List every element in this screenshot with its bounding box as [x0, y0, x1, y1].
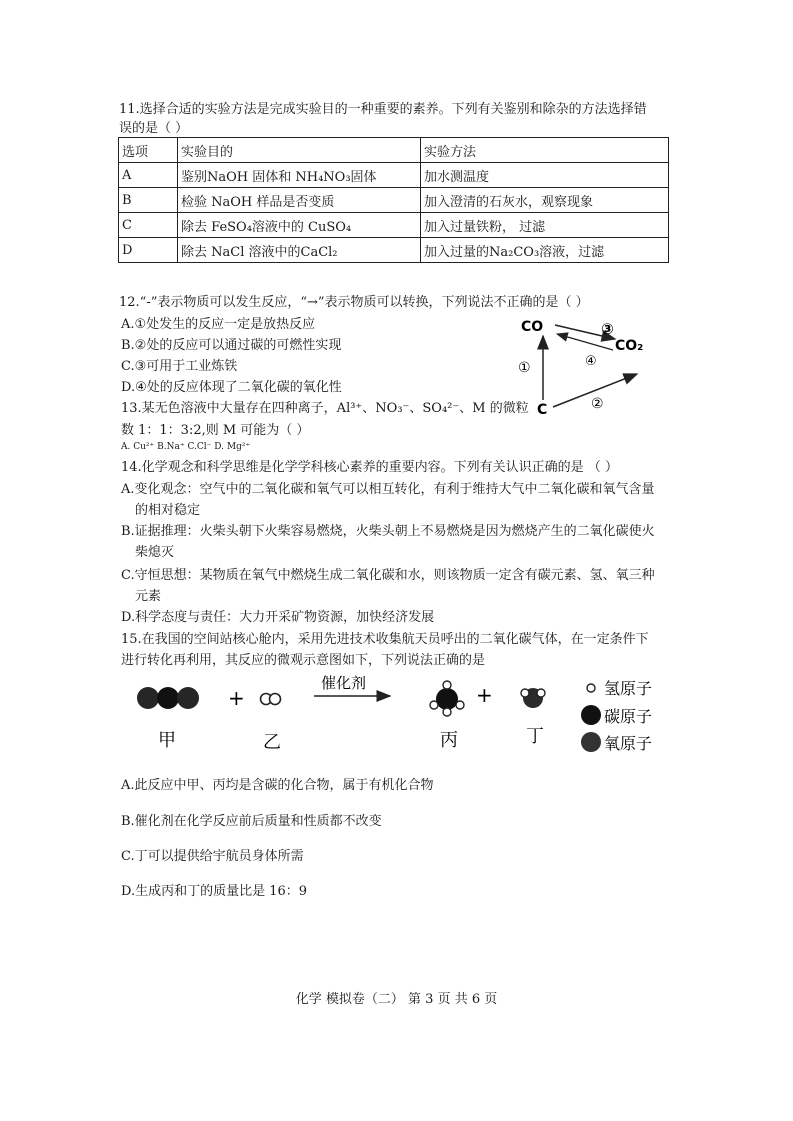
q14-option-c-line2: 元素	[135, 589, 162, 604]
number-3-label: ③	[601, 320, 614, 338]
q15-option-d: D.生成丙和丁的质量比是 16：9	[121, 884, 308, 899]
table-cell: A	[119, 163, 178, 188]
table-cell: 加水测温度	[421, 163, 669, 188]
q13-options: A. Cu²⁺ B.Na⁺ C.Cl⁻ D. Mg²⁺	[121, 442, 251, 452]
table-header-cell: 实验方法	[421, 138, 669, 163]
table-header-cell: 实验目的	[178, 138, 421, 163]
q15-option-c: C.丁可以提供给宇航员身体所需	[121, 849, 304, 864]
q14-option-b-line2: 柴熄灭	[135, 545, 175, 560]
label-bing: 丙	[440, 730, 458, 751]
table-row	[119, 163, 669, 188]
number-4-label: ④	[585, 354, 597, 369]
q14-stem: 14.化学观念和科学思维是化学学科核心素养的重要内容。下列有关认识正确的是 （ ）	[121, 460, 618, 475]
q11-stem-line2: 误的是（ ）	[119, 121, 189, 136]
table-header-cell: 选项	[119, 138, 178, 163]
q14-option-d: D.科学态度与责任：大力开采矿物资源，加快经济发展	[121, 610, 435, 625]
legend-hydrogen: 氢原子	[604, 679, 653, 698]
q12-option-c: C.③可用于工业炼铁	[121, 359, 238, 374]
q12-conversion-diagram	[505, 312, 665, 422]
table-cell: 除去 NaCl 溶液中的CaCl₂	[178, 238, 421, 263]
q13-stem-line2: 数 1：1：3:2,则 M 可能为（ ）	[121, 423, 310, 438]
label-jia: 甲	[158, 730, 176, 751]
q13-stem-line1: 13.某无色溶液中大量存在四种离子，Al³⁺、NO₃⁻、SO₄²⁻、M 的微粒	[121, 401, 529, 416]
c-label: C	[537, 402, 548, 418]
carbon-atom-icon	[581, 705, 601, 725]
table-row	[119, 188, 669, 213]
table-cell: 除去 FeSO₄溶液中的 CuSO₄	[178, 213, 421, 238]
q12-option-d: D.④处的反应体现了二氧化碳的氧化性	[121, 380, 342, 395]
oxygen-atom-icon	[581, 732, 601, 752]
q12-option-a: A.①处发生的反应一定是放热反应	[121, 317, 316, 332]
q15-stem-line1: 15.在我国的空间站核心舱内，采用先进技术收集航天员呼出的二氧化碳气体，在一定条件下	[121, 632, 649, 647]
q14-option-c-line1: C.守恒思想：某物质在氧气中燃烧生成二氧化碳和水，则该物质一定含有碳元素、氢、氧三种	[121, 568, 655, 583]
table-header-row	[119, 138, 669, 163]
table-row	[119, 213, 669, 238]
q12-stem: 12.“-”表示物质可以发生反应，“→”表示物质可以转换，下列说法不正确的是（ ）	[119, 295, 589, 310]
q11-stem-line1: 11.选择合适的实验方法是完成实验目的一种重要的素养。下列有关鉴别和除杂的方法选择错	[119, 102, 647, 117]
number-2-label: ②	[591, 396, 604, 412]
q14-option-a-line1: A.变化观念：空气中的二氧化碳和氧气可以相互转化，有利于维持大气中二氧化碳和氧气含量	[121, 482, 655, 497]
molecule-bing	[430, 681, 464, 716]
q14-option-b-line1: B.证据推理：火柴头朝下火柴容易燃烧，火柴头朝上不易燃烧是因为燃烧产生的二氧化碳使火	[121, 524, 655, 539]
q15-reaction-diagram	[128, 672, 680, 760]
plus-sign: +	[228, 686, 245, 710]
molecule-yi	[261, 694, 281, 705]
table-cell: D	[119, 238, 178, 263]
table-cell: C	[119, 213, 178, 238]
q12-option-b: B.②处的反应可以通过碳的可燃性实现	[121, 338, 342, 353]
co2-label: CO₂	[615, 338, 644, 354]
table-cell: 加入过量铁粉， 过滤	[421, 213, 669, 238]
table-cell: 加入过量的Na₂CO₃溶液，过滤	[421, 238, 669, 263]
co-label: CO	[521, 319, 544, 335]
table-cell: 检验 NaOH 样品是否变质	[178, 188, 421, 213]
q15-option-a: A.此反应中甲、丙均是含碳的化合物，属于有机化合物	[121, 778, 434, 793]
page-footer: 化学 模拟卷（二） 第 3 页 共 6 页	[295, 992, 498, 1007]
q15-stem-line2: 进行转化再利用，其反应的微观示意图如下，下列说法正确的是	[121, 653, 486, 668]
table-row	[119, 238, 669, 263]
q11-table	[118, 137, 669, 263]
atom-legend	[581, 679, 652, 753]
label-yi: 乙	[263, 732, 281, 753]
number-1-label: ①	[518, 360, 531, 376]
catalyst-label: 催化剂	[321, 674, 367, 692]
q15-option-b: B.催化剂在化学反应前后质量和性质都不改变	[121, 814, 382, 829]
legend-carbon: 碳原子	[604, 707, 653, 726]
molecule-ding	[521, 688, 545, 708]
label-ding: 丁	[526, 726, 544, 747]
table-cell: 鉴别NaOH 固体和 NH₄NO₃固体	[178, 163, 421, 188]
plus-sign: +	[476, 683, 493, 707]
legend-oxygen: 氧原子	[604, 734, 653, 753]
molecule-jia	[137, 687, 199, 709]
table-cell: 加入澄清的石灰水，观察现象	[421, 188, 669, 213]
table-cell: B	[119, 188, 178, 213]
hydrogen-atom-icon	[587, 684, 595, 692]
q14-option-a-line2: 的相对稳定	[135, 503, 201, 518]
